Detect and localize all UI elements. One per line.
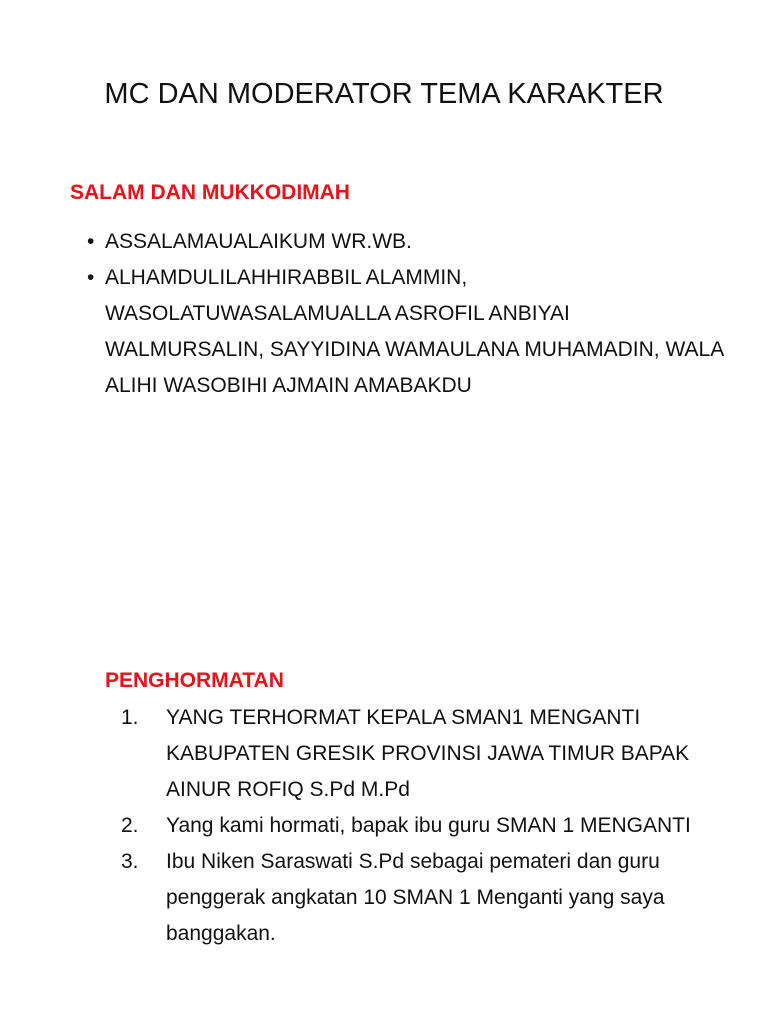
list-item: [86, 260, 726, 404]
penghormatan-numbered-list: [121, 700, 701, 952]
list-item-text: ALHAMDULILAHHIRABBIL ALAMMIN, WASOLATUWASALAMUALLA ASROFIL ANBIYAI WALMURSALIN, SAYYIDINA WAMAULANA MUHAMADIN, WALA ALIHI WASOBIHI AJMAIN AMABAKDU: [105, 266, 724, 397]
list-item: [86, 224, 726, 260]
section-heading-penghormatan: PENGHORMATAN: [105, 669, 284, 692]
document-title: MC DAN MODERATOR TEMA KARAKTER: [104, 78, 664, 110]
bullet-icon: •: [87, 266, 95, 289]
section-heading-salam: SALAM DAN MUKKODIMAH: [70, 181, 350, 204]
list-item-text: ASSALAMAUALAIKUM WR.WB.: [105, 230, 412, 253]
salam-bullet-list: [86, 224, 726, 404]
list-item-number: 1.: [121, 706, 139, 729]
list-item: [121, 808, 701, 844]
list-item-number: 3.: [121, 850, 139, 873]
list-item: [121, 700, 701, 808]
list-item: [121, 844, 701, 952]
bullet-icon: •: [87, 230, 95, 253]
list-item-number: 2.: [121, 814, 139, 837]
list-item-text: Yang kami hormati, bapak ibu guru SMAN 1 MENGANTI: [166, 814, 691, 837]
list-item-text: YANG TERHORMAT KEPALA SMAN1 MENGANTI KABUPATEN GRESIK PROVINSI JAWA TIMUR BAPAK AINUR ROFIQ S.Pd M.Pd: [166, 706, 690, 801]
list-item-text: Ibu Niken Saraswati S.Pd sebagai pemateri dan guru penggerak angkatan 10 SMAN 1 Menganti yang saya banggakan.: [166, 850, 665, 945]
